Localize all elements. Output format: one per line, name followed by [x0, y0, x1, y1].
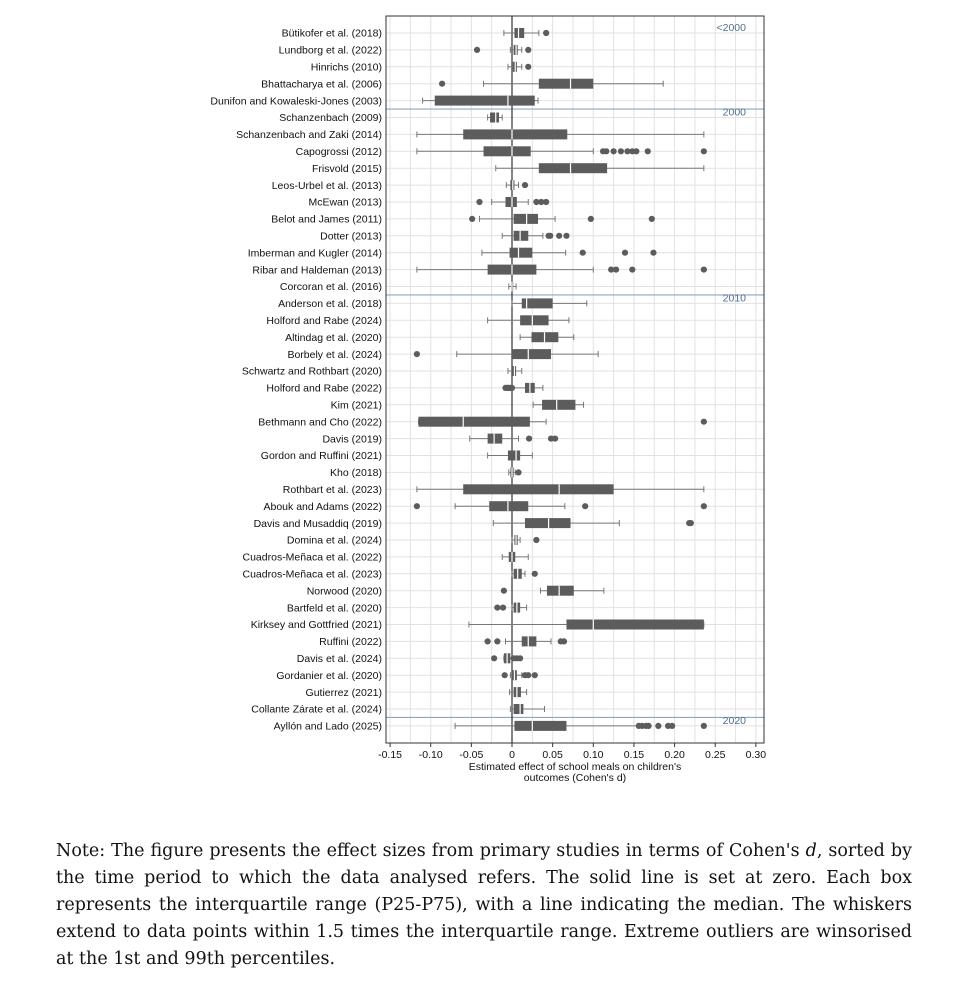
iqr-box	[539, 79, 593, 89]
period-label: 2000	[722, 106, 746, 119]
study-label: Davis (2019)	[322, 433, 382, 446]
x-tick-label: 0.30	[745, 749, 767, 761]
outlier-point	[485, 638, 491, 644]
study-label: Gordon and Ruffini (2021)	[260, 450, 382, 463]
study-label: Domina et al. (2024)	[286, 534, 382, 547]
outlier-point	[582, 503, 588, 509]
outlier-point	[525, 47, 531, 53]
study-label: Davis and Musaddiq (2019)	[253, 517, 382, 530]
study-label: Gordanier et al. (2020)	[276, 669, 382, 682]
x-tick-label: 0.15	[623, 749, 645, 761]
iqr-box	[419, 417, 530, 427]
study-label: Belot and James (2011)	[271, 213, 382, 226]
x-tick-label: 0.05	[542, 749, 563, 761]
figure-note	[56, 838, 912, 973]
study-box-group	[520, 332, 574, 342]
plot-frame	[386, 16, 764, 743]
study-box-group	[502, 383, 542, 393]
study-label: Rothbart et al. (2023)	[282, 484, 382, 496]
outlier-point	[655, 723, 661, 729]
study-label: McEwan (2013)	[308, 196, 382, 209]
outlier-point	[645, 148, 651, 154]
iqr-box	[514, 214, 538, 224]
iqr-box	[463, 484, 613, 494]
outlier-point	[532, 571, 538, 577]
outlier-point	[603, 148, 609, 154]
x-tick-label: 0.25	[705, 749, 726, 761]
outlier-point	[701, 419, 707, 425]
iqr-box	[490, 113, 499, 123]
study-label: Ribar and Haldeman (2013)	[252, 264, 382, 277]
x-tick-label: 0.20	[664, 749, 685, 761]
outlier-point	[491, 655, 497, 661]
outlier-point	[543, 199, 549, 205]
study-label: Hinrichs (2010)	[310, 61, 382, 74]
study-boxes	[414, 28, 707, 731]
outlier-point	[501, 588, 507, 594]
study-label: Schanzenbach and Zaki (2014)	[236, 129, 382, 142]
iqr-box	[522, 636, 537, 646]
study-label: Schanzenbach (2009)	[279, 112, 382, 125]
x-tick-label: -0.05	[459, 749, 484, 761]
outlier-point	[515, 469, 521, 475]
outlier-point	[439, 81, 445, 87]
iqr-box	[463, 129, 567, 139]
iqr-box	[547, 586, 574, 596]
outlier-point	[649, 216, 655, 222]
x-tick-label: -0.10	[418, 749, 443, 761]
outlier-point	[629, 267, 635, 273]
iqr-box	[539, 163, 607, 173]
study-box-group	[491, 653, 523, 663]
study-box-group	[533, 400, 583, 410]
study-label: Kim (2021)	[330, 399, 382, 412]
study-label: Holford and Rabe (2024)	[266, 315, 382, 327]
outlier-point	[517, 655, 523, 661]
outlier-point	[525, 672, 531, 678]
outlier-point	[650, 250, 656, 256]
study-box-group	[417, 484, 704, 494]
iqr-box	[489, 501, 528, 511]
outlier-point	[701, 148, 707, 154]
outlier-point	[533, 537, 539, 543]
study-box-group	[488, 451, 533, 461]
outlier-point	[525, 64, 531, 70]
x-axis-title-line-2: outcomes (Cohen's d)	[523, 772, 627, 784]
outlier-point	[556, 233, 562, 239]
study-label: Collante Zárate et al. (2024)	[251, 703, 382, 716]
study-label: Abouk and Adams (2022)	[263, 500, 382, 513]
study-label: Ayllón and Lado (2025)	[273, 720, 382, 733]
study-label: Kho (2018)	[330, 467, 382, 480]
x-tick-label: -0.15	[378, 749, 403, 761]
iqr-box	[510, 248, 533, 258]
outlier-point	[688, 520, 694, 526]
outlier-point	[474, 47, 480, 53]
study-label: Cuadros-Meñaca et al. (2023)	[242, 568, 382, 581]
study-label: Lundborg et al. (2022)	[278, 44, 382, 57]
outlier-point	[502, 672, 508, 678]
study-box-group	[509, 467, 522, 477]
outlier-point	[414, 351, 420, 357]
outlier-point	[561, 638, 567, 644]
iqr-box	[505, 197, 516, 207]
outlier-point	[669, 723, 675, 729]
outlier-point	[414, 503, 420, 509]
outlier-point	[580, 250, 586, 256]
study-box-group	[423, 96, 538, 106]
study-label: Imberman and Kugler (2014)	[247, 247, 382, 260]
study-box-group	[509, 282, 516, 292]
outlier-point	[522, 182, 528, 188]
iqr-box	[484, 146, 531, 156]
study-label: Bhattacharya et al. (2006)	[261, 78, 382, 91]
outlier-point	[547, 233, 553, 239]
outlier-point	[494, 605, 500, 611]
outlier-point	[633, 148, 639, 154]
study-label: Anderson et al. (2018)	[278, 298, 382, 311]
study-label: Cuadros-Meñaca et al. (2022)	[242, 551, 382, 564]
study-label: Borbely et al. (2024)	[287, 348, 382, 361]
gridlines	[386, 16, 764, 743]
outlier-point	[701, 723, 707, 729]
note-text-part-2: , sorted by the time period to which the data analysed refers. The solid line is set at zero. Each box represents the interquartile range (P25-P75), with a line indicating the median. The whiskers extend to data points within 1.5 times the interquartile range. Extreme outliers are winsorised at the 1st and 99th percentiles.	[56, 841, 912, 969]
iqr-box	[542, 400, 575, 410]
period-label: 2020	[722, 714, 746, 727]
outlier-point	[563, 233, 569, 239]
study-label: Corcoran et al. (2016)	[279, 281, 382, 294]
outlier-point	[611, 148, 617, 154]
study-box-group	[469, 620, 704, 630]
x-axis-ticks	[378, 743, 766, 761]
study-label: Holford and Rabe (2022)	[266, 382, 382, 395]
iqr-box	[508, 451, 520, 461]
outlier-point	[588, 216, 594, 222]
study-label: Gutierrez (2021)	[305, 686, 382, 699]
study-box-group	[488, 113, 503, 123]
study-label: Schwartz and Rothbart (2020)	[241, 365, 382, 378]
study-label: Bartfeld et al. (2020)	[286, 602, 382, 615]
period-label: <2000	[716, 22, 746, 34]
study-label: Leos-Urbel et al. (2013)	[271, 179, 382, 192]
study-box-group	[417, 129, 704, 139]
study-label: Altindag et al. (2020)	[285, 331, 382, 344]
outlier-point	[613, 267, 619, 273]
study-box-group	[512, 569, 538, 579]
study-box-group	[455, 721, 707, 731]
iqr-box	[566, 620, 703, 630]
outlier-point	[618, 148, 624, 154]
study-label: Ruffini (2022)	[319, 636, 382, 649]
study-box-group	[506, 180, 528, 190]
outlier-point	[526, 436, 532, 442]
iqr-box	[512, 349, 551, 359]
outlier-point	[476, 199, 482, 205]
period-label: 2010	[722, 292, 746, 305]
study-label: Capogrossi (2012)	[295, 146, 382, 158]
outlier-point	[469, 216, 475, 222]
iqr-box	[488, 434, 503, 444]
outlier-point	[645, 723, 651, 729]
iqr-box	[514, 28, 524, 38]
outlier-point	[552, 436, 558, 442]
study-label: Frisvold (2015)	[311, 162, 382, 175]
period-labels	[717, 22, 747, 727]
iqr-box	[514, 721, 566, 731]
outlier-point	[509, 385, 515, 391]
outlier-point	[500, 605, 506, 611]
study-box-group	[512, 298, 587, 308]
iqr-box	[520, 315, 548, 325]
x-axis-title-line-1: Estimated effect of school meals on children's	[468, 761, 682, 773]
outlier-point	[494, 638, 500, 644]
iqr-box	[514, 231, 529, 241]
note-text-part-1: The figure presents the effect sizes from primary studies in terms of Cohen's	[105, 841, 806, 861]
study-label: Dunifon and Kowaleski-Jones (2003)	[210, 95, 382, 108]
study-label: Dotter (2013)	[320, 230, 382, 243]
study-label: Bütikofer et al. (2018)	[281, 27, 382, 40]
study-label: Bethmann and Cho (2022)	[258, 416, 382, 429]
outlier-point	[701, 503, 707, 509]
note-label: Note:	[56, 841, 106, 861]
iqr-box	[435, 96, 535, 106]
x-tick-label: 0	[509, 749, 515, 761]
study-box-group	[508, 366, 522, 376]
iqr-box	[525, 518, 571, 528]
outlier-point	[543, 30, 549, 36]
outlier-point	[622, 250, 628, 256]
study-box-group	[510, 704, 544, 714]
study-labels	[210, 28, 382, 733]
outlier-point	[532, 672, 538, 678]
study-box-group	[502, 552, 528, 562]
study-label: Norwood (2020)	[306, 585, 382, 598]
study-box-group	[488, 315, 569, 325]
x-tick-label: 0.10	[583, 749, 604, 761]
note-cohens-d-symbol: d	[805, 841, 817, 861]
study-label: Kirksey and Gottfried (2021)	[250, 619, 382, 632]
iqr-box	[514, 704, 524, 714]
study-box-group	[496, 163, 704, 173]
outlier-point	[701, 267, 707, 273]
study-label: Davis et al. (2024)	[296, 653, 382, 665]
